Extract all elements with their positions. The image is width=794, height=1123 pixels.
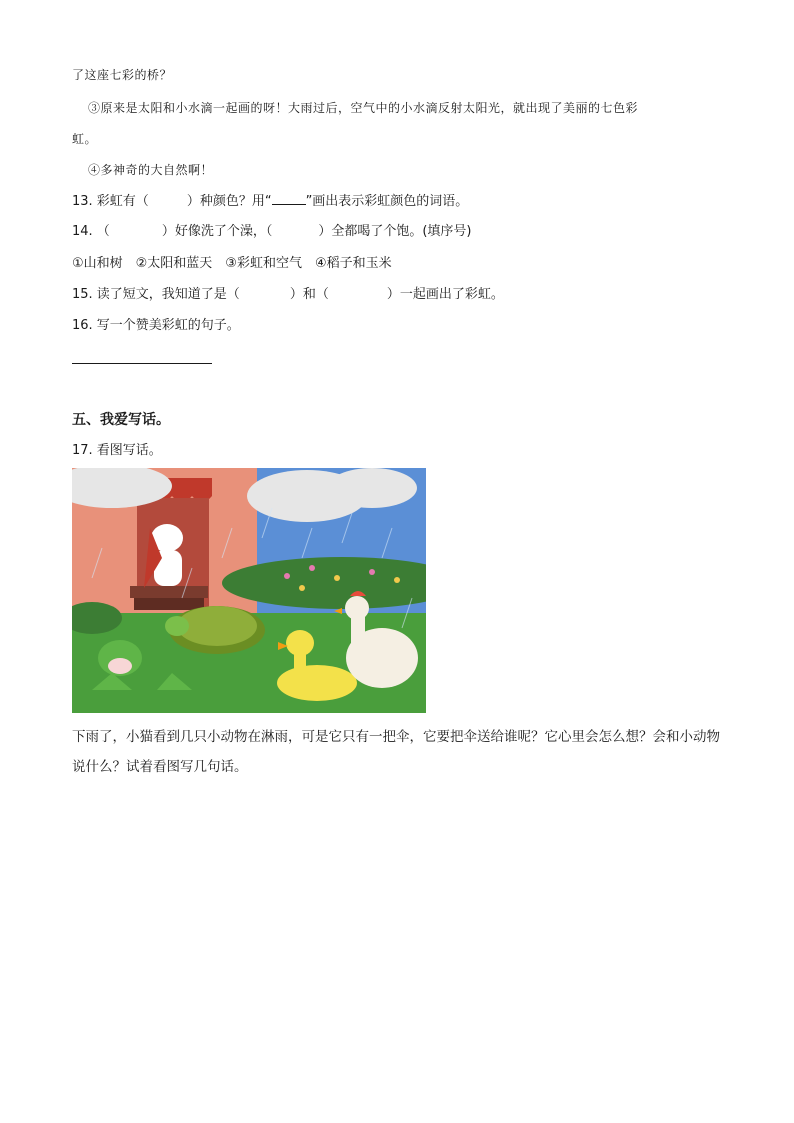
- question-17: 17. 看图写话。: [72, 443, 162, 458]
- question-13: 13. 彩虹有（ ）种颜色？用“ ”画出表示彩虹颜色的词语。: [72, 194, 469, 209]
- passage-paragraph-3-cont: 虹。: [72, 132, 98, 146]
- question-14-options: ①山和树 ②太阳和蓝天 ③彩虹和空气 ④稻子和玉米: [72, 256, 392, 271]
- section-heading: 五、我爱写话。: [72, 412, 170, 428]
- passage-line: 了这座七彩的桥？: [72, 68, 173, 82]
- rainy-animals-illustration: [72, 468, 426, 713]
- question-16: 16. 写一个赞美彩虹的句子。: [72, 318, 240, 333]
- underline-sample: [272, 192, 306, 205]
- answer-line[interactable]: [72, 363, 212, 364]
- passage-paragraph-3: ③原来是太阳和小水滴一起画的呀！大雨过后，空气中的小水滴反射太阳光，就出现了美丽的七色彩: [88, 101, 639, 115]
- passage-paragraph-4: ④多神奇的大自然啊！: [88, 163, 214, 177]
- question-15: 15. 读了短文，我知道了是（ ）和（ ）一起画出了彩虹。: [72, 287, 504, 302]
- question-14: 14. （ ）好像洗了个澡，（ ）全都喝了个饱。(填序号): [72, 224, 472, 239]
- writing-prompt: 下雨了，小猫看到几只小动物在淋雨，可是它只有一把伞，它要把伞送给谁呢？它心里会怎么想？会和小动物说什么？试着看图写几句话。: [72, 729, 720, 775]
